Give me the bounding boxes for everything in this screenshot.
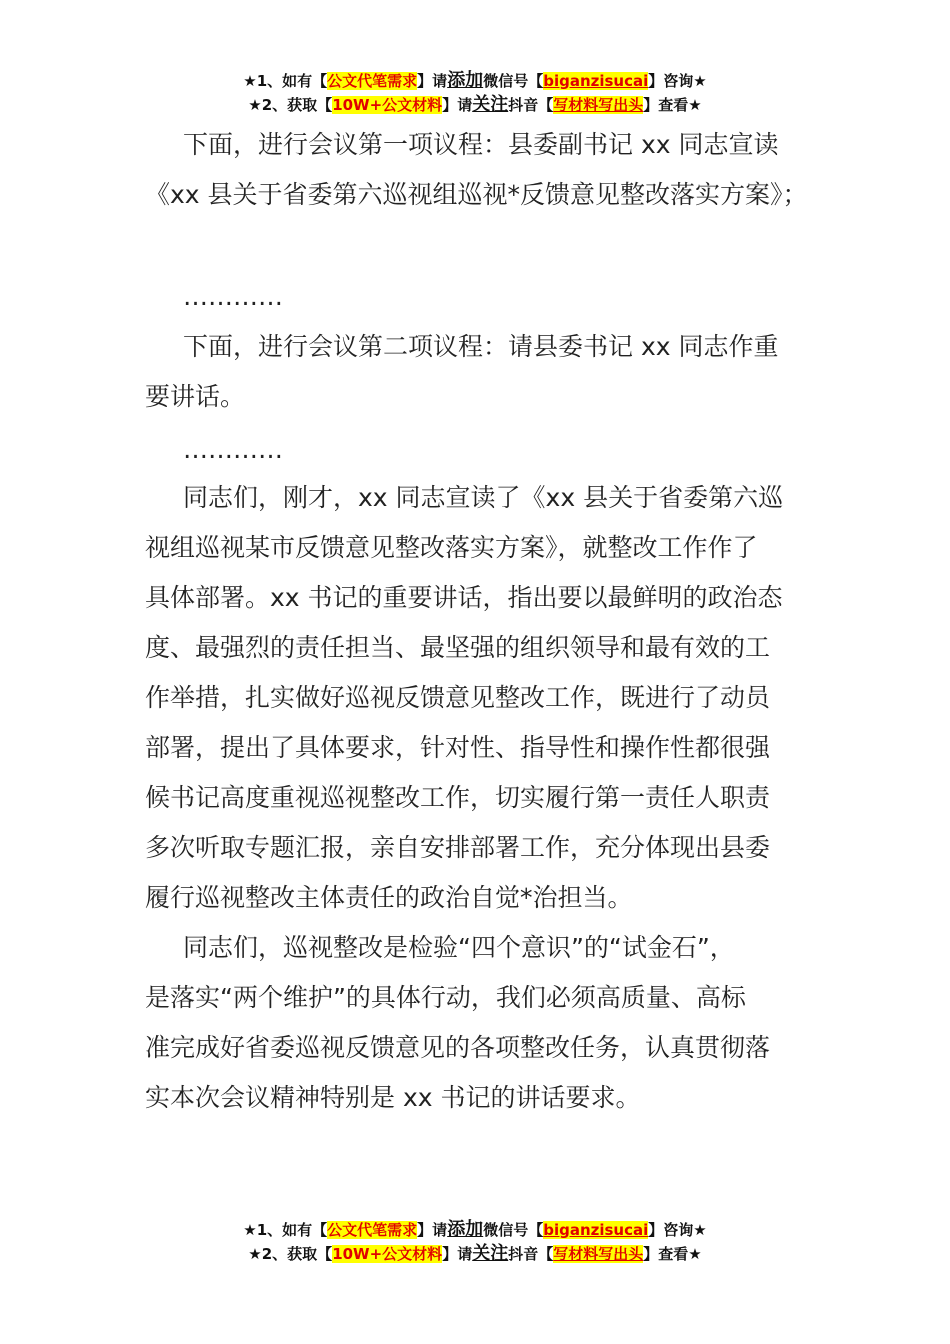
bottom-banner: [0, 1218, 950, 1266]
text-line: 同志们，巡视整改是检验“四个意识”的“试金石”，: [183, 933, 735, 962]
text-line: 度、最强烈的责任担当、最坚强的组织领导和最有效的工: [145, 633, 771, 662]
text-line: 候书记高度重视巡视整改工作，切实履行第一责任人职责: [145, 783, 771, 812]
text-line: 履行巡视整改主体责任的政治自觉*治担当。: [145, 883, 633, 912]
text-line: 要讲话。: [145, 382, 246, 411]
text-line: 准完成好省委巡视反馈意见的各项整改任务，认真贯彻落: [145, 1033, 771, 1062]
text-line: 《xx 县关于省委第六巡视组巡视*反馈意见整改落实方案》；: [145, 180, 808, 209]
top-banner: [0, 69, 950, 117]
text-line: 视组巡视某市反馈意见整改落实方案》，就整改工作作了: [145, 533, 758, 562]
highlight-text: 公文代笔需求: [327, 72, 418, 90]
text-line: …………: [183, 282, 283, 311]
text-line: 具体部署。xx 书记的重要讲话，指出要以最鲜明的政治态: [145, 583, 783, 612]
wechat-id: biganzisucai: [543, 72, 649, 90]
douyin-id: 写材料写出头: [553, 96, 644, 114]
text-line: 实本次会议精神特别是 xx 书记的讲话要求。: [145, 1083, 641, 1112]
text-line: 下面，进行会议第一项议程：县委副书记 xx 同志宣读: [183, 130, 779, 159]
text-line: 部署，提出了具体要求，针对性、指导性和操作性都很强: [145, 733, 771, 762]
banner-line-1: ★1、如有【公文代笔需求】请添加微信号【biganzisucai】咨询★: [243, 1219, 707, 1240]
text-line: 是落实“两个维护”的具体行动，我们必须高质量、高标: [145, 983, 746, 1012]
text-line: 下面，进行会议第二项议程：请县委书记 xx 同志作重: [183, 332, 779, 361]
text-line: 多次听取专题汇报，亲自安排部署工作，充分体现出县委: [145, 833, 771, 862]
text-line: …………: [183, 435, 283, 464]
banner-line-2: ★2、获取【10W+公文材料】请关注抖音【写材料写出头】查看★: [248, 94, 702, 115]
text-line: 同志们，刚才，xx 同志宣读了《xx 县关于省委第六巡: [183, 483, 784, 512]
banner-line-1: ★1、如有【公文代笔需求】请添加微信号【biganzisucai】咨询★: [243, 70, 707, 91]
text-line: 作举措，扎实做好巡视反馈意见整改工作，既进行了动员: [145, 683, 771, 712]
banner-line-2: ★2、获取【10W+公文材料】请关注抖音【写材料写出头】查看★: [248, 1243, 702, 1264]
